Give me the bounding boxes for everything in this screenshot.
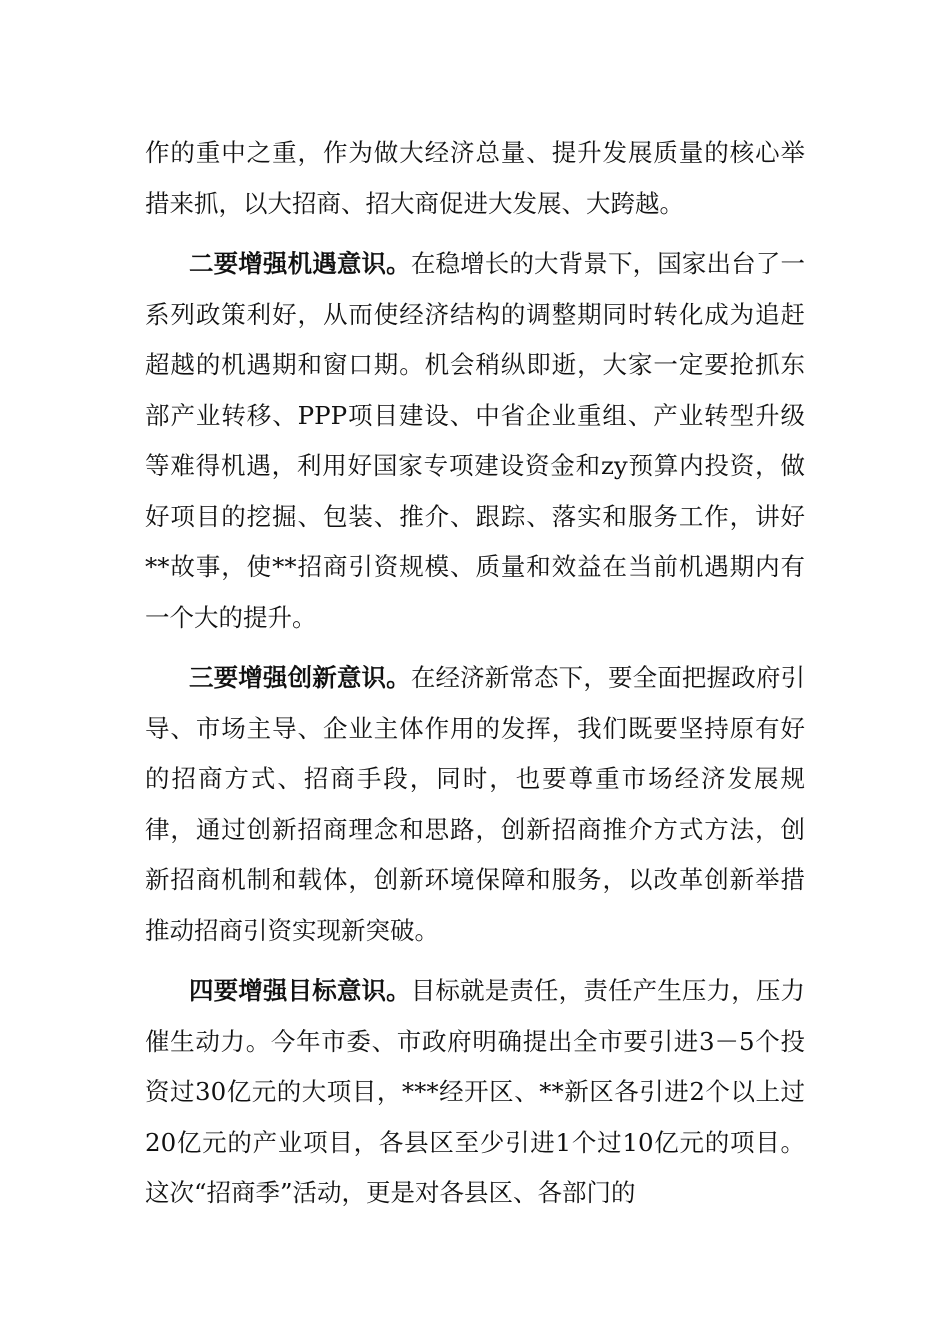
paragraph-continuation [145,128,805,229]
paragraph-text: 在稳增长的大背景下，国家出台了一系列政策利好，从而使经济结构的调整期同时转化成为追赶超越的机遇期和窗口期。机会稍纵即逝，大家一定要抢抓东部产业转移、PPP项目建设、中省企业重组、产业转型升级等难得机遇，利用好国家专项建设资金和zy预算内投资，做好项目的挖掘、包装、推介、跟踪、落实和服务工作，讲好**故事，使**招商引资规模、质量和效益在当前机遇期内有一个大的提升。 [145,249,805,632]
document-page [145,128,805,1219]
paragraph-text: 作的重中之重，作为做大经济总量、提升发展质量的核心举措来抓，以大招商、招大商促进大发展、大跨越。 [145,138,805,218]
paragraph-heading: 二要增强机遇意识。 [189,249,411,278]
paragraph-heading: 四要增强目标意识。 [189,976,411,1005]
paragraph-innovation-awareness [145,653,805,956]
paragraph-text: 在经济新常态下，要全面把握政府引导、市场主导、企业主体作用的发挥，我们既要坚持原有好的招商方式、招商手段，同时，也要尊重市场经济发展规律，通过创新招商理念和思路，创新招商推介方式方法，创新招商机制和载体，创新环境保障和服务，以改革创新举措推动招商引资实现新突破。 [145,663,805,945]
paragraph-heading: 三要增强创新意识。 [189,663,411,692]
paragraph-opportunity-awareness [145,239,805,643]
paragraph-target-awareness [145,966,805,1219]
paragraph-text: 目标就是责任，责任产生压力，压力催生动力。今年市委、市政府明确提出全市要引进3－5个投资过30亿元的大项目，***经开区、**新区各引进2个以上过20亿元的产业项目，各县区至少引进1个过10亿元的项目。这次“招商季”活动，更是对各县区、各部门的 [145,976,805,1207]
